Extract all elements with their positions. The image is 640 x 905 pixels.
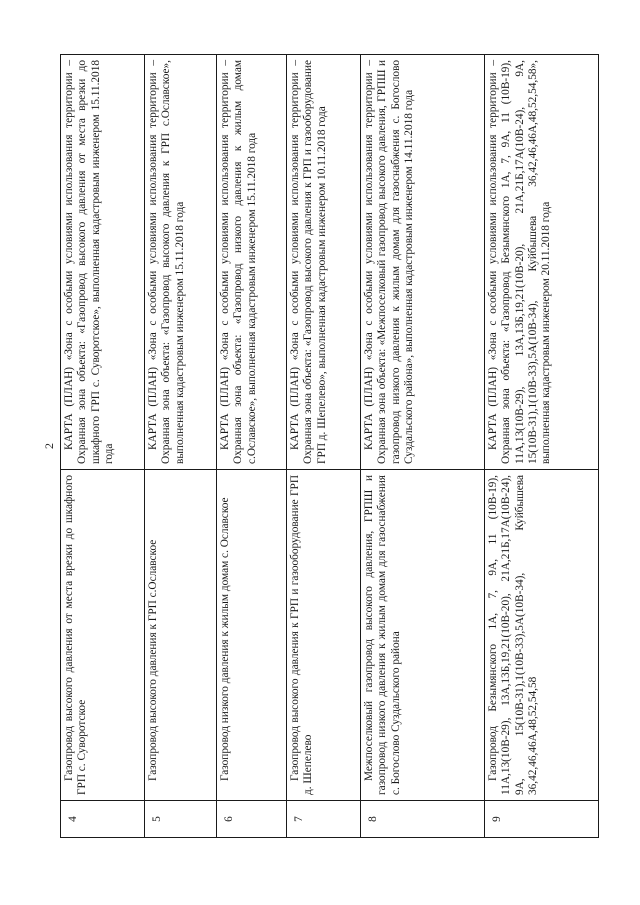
table-row	[217, 55, 287, 838]
zone-document: КАРТА (ПЛАН) «Зона с особыми условиями использования территории – Охранная зона объекта: «Газопровод Безымянского 1А, 7, 9А, 11 (10В-19), 11А,13(10В-29), 13А,13Б,19,21(10В-20), 21А,21Б,17А(10В-24), 9А, 15(10В-31),1(10В-33),5А(10В-34), Куйбышева 36,42,46,46А,48,52,54,58», выполненная кадастровым инженером 20.11.2018 года	[485, 55, 599, 470]
zone-document: КАРТА (ПЛАН) «Зона с особыми условиями использования территории – Охранная зона объекта: «Газопровод высокого давления от места врезки до шкафного ГРП с. Суворотское», выполненная кадастровым инженером 15.11.2018 года	[61, 55, 145, 470]
table-row	[145, 55, 217, 838]
zone-document: КАРТА (ПЛАН) «Зона с особыми условиями использования территории – Охранная зона объекта: «Газопровод низкого давления к жилым домам с.Ославское», выполненная кадастровым инженером 15.11.2018 года	[217, 55, 287, 470]
table-row	[485, 55, 599, 838]
row-number: 5	[145, 801, 217, 838]
table-row	[361, 55, 485, 838]
row-number: 8	[361, 801, 485, 838]
object-name: Газопровод высокого давления к ГРП с.Ославское	[145, 470, 217, 801]
object-name: Газопровод Безымянского 1А, 7, 9А, 11 (10В-19), 11А,13(10В-29), 13А,13Б,19,21(10В-20), 21А,21Б,17А(10В-24), 9А, 15(10В-31),1(10В-33),5А(10В-34), Куйбышева 36,42,46,46А,48,52,54,58	[485, 470, 599, 801]
row-number: 4	[61, 801, 145, 838]
row-number: 6	[217, 801, 287, 838]
table-row	[61, 55, 145, 838]
object-name: Газопровод низкого давления к жилым домам с. Ославское	[217, 470, 287, 801]
object-name: Газопровод высокого давления от места врезки до шкафного ГРП с. Суворотское	[61, 470, 145, 801]
row-number: 9	[485, 801, 599, 838]
table-row	[287, 55, 361, 838]
row-number: 7	[287, 801, 361, 838]
zone-document: КАРТА (ПЛАН) «Зона с особыми условиями использования территории – Охранная зона объекта: «Газопровод высокого давления к ГРП и газооборудование ГРП д. Шепелево», выполненная кадастровым инженером 10.11.2018 года	[287, 55, 361, 470]
page-number: 2	[42, 443, 56, 449]
zones-table	[60, 54, 599, 838]
object-name: Газопровод высокого давления к ГРП и газооборудование ГРП д. Шепелево	[287, 470, 361, 801]
zone-document: КАРТА (ПЛАН) «Зона с особыми условиями использования территории – Охранная зона объекта: «Межпоселковый газопровод высокого давления, ГРПШ и газопровод низкого давления к жилым домам для газоснабжения с. Богослово Суздальского района», выполненная кадастровым инженером 14.11.2018 года	[361, 55, 485, 470]
object-name: Межпоселковый газопровод высокого давления, ГРПШ и газопровод низкого давления к жилым домам для газоснабжения с. Богослово Суздальского района	[361, 470, 485, 801]
zone-document: КАРТА (ПЛАН) «Зона с особыми условиями использования территории – Охранная зона объекта: «Газопровод высокого давления к ГРП с.Ославское», выполненная кадастровым инженером 15.11.2018 года	[145, 55, 217, 470]
rotated-page-content	[38, 54, 603, 838]
